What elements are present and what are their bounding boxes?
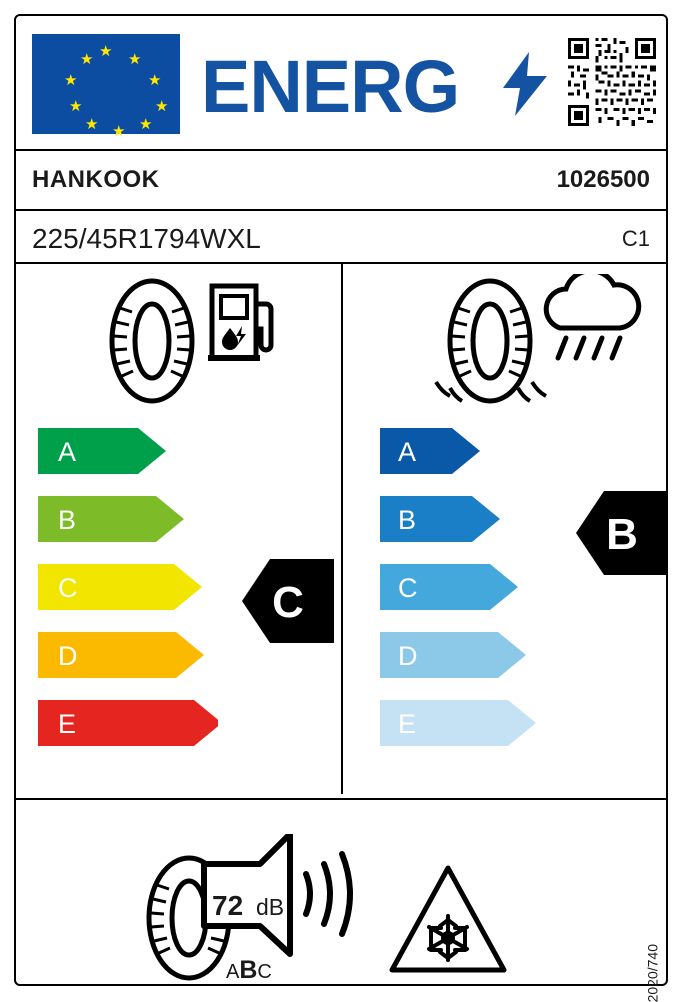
- svg-text:B: B: [398, 505, 417, 535]
- fuel-pump-icon: [206, 278, 280, 364]
- tyre-icon: [96, 278, 208, 404]
- version-date: 2020/740: [644, 944, 660, 1002]
- svg-text:C: C: [272, 578, 304, 627]
- product-code: 1026500: [556, 166, 650, 193]
- svg-text:E: E: [58, 709, 77, 739]
- tyre-size: 225/45R1794WXL: [32, 223, 261, 254]
- fuel-rating-badge: [242, 559, 334, 643]
- noise-class-a: A: [226, 961, 240, 983]
- tyre-wet-icon: [426, 278, 554, 414]
- tyre-class: C1: [621, 226, 650, 251]
- label-header: [16, 16, 666, 144]
- section-divider: [341, 264, 343, 794]
- noise-unit: dB: [256, 894, 285, 920]
- wet-rating-badge: [576, 491, 668, 575]
- rain-cloud-icon: [536, 274, 646, 376]
- brand-name: HANKOOK: [32, 166, 160, 193]
- noise-class-c: C: [257, 961, 272, 983]
- svg-text:D: D: [398, 641, 418, 671]
- fuel-class-list: [38, 428, 218, 763]
- noise-value: 72: [212, 890, 244, 921]
- 3pmsf-snowflake-icon: [388, 864, 508, 976]
- lightning-bolt-icon: [503, 52, 547, 116]
- svg-text:C: C: [398, 573, 418, 603]
- svg-text:B: B: [606, 510, 638, 559]
- svg-text:A: A: [58, 437, 77, 467]
- noise-class-b: B: [239, 956, 258, 984]
- wet-class-list: [380, 428, 540, 763]
- energy-label-card: [14, 14, 668, 1002]
- svg-text:E: E: [398, 709, 417, 739]
- divider-bottom: [16, 798, 666, 800]
- divider-brand: [16, 209, 666, 211]
- qr-code-icon: [568, 38, 656, 126]
- svg-text:D: D: [58, 641, 78, 671]
- svg-text:A: A: [398, 437, 417, 467]
- eu-flag-icon: ★ ★ ★ ★ ★ ★ ★ ★ ★ ★: [32, 34, 180, 134]
- noise-class-scale: [226, 956, 272, 985]
- energ-wordmark: ENERG: [201, 45, 460, 128]
- svg-text:B: B: [58, 505, 77, 535]
- svg-text:C: C: [58, 573, 78, 603]
- divider-top: [16, 149, 666, 151]
